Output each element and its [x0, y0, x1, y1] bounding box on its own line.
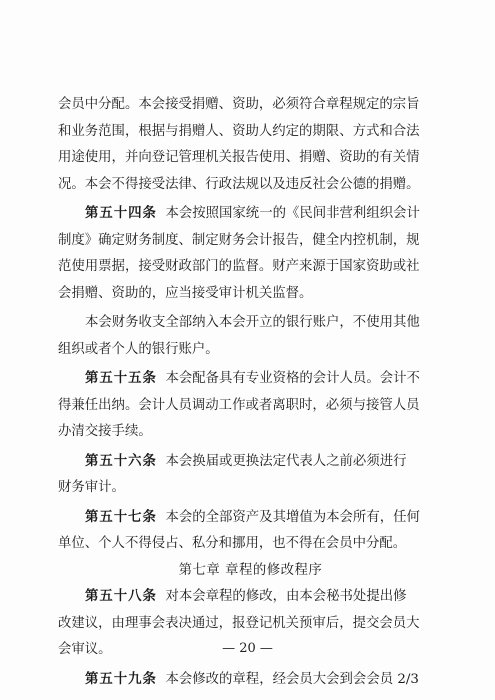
article-56-text: 本会换届或更换法定代表人之前必须进行	[165, 453, 407, 469]
article-57-text: 本会的全部资产及其增值为本会所有，任何	[165, 509, 420, 525]
article-58-line	[58, 584, 443, 611]
page-number: — 20 —	[222, 641, 273, 656]
article-59-line	[58, 667, 443, 694]
article-54-line	[58, 201, 443, 228]
article-58-label: 第五十八条	[85, 589, 157, 604]
article-55-line	[58, 366, 443, 393]
text-line: 会捐赠、资助的，应当接受审计机关监督。	[58, 285, 313, 301]
text-line: 范使用票据，接受财政部门的监督。财产来源于国家资助或社	[58, 259, 420, 274]
text-line: 得兼任出纳。会计人员调动工作或者离职时，必须与接管人员	[58, 397, 420, 413]
article-55-label: 第五十五条	[85, 371, 157, 386]
text-line: 会审议。	[58, 642, 112, 657]
article-55-text: 本会配备具有专业资格的会计人员。会计不	[165, 371, 420, 386]
text-line: 单位、个人不得侵占、私分和挪用，也不得在会员中分配。	[58, 536, 407, 551]
text-line: 制度》确定财务制度、制定财务会计报告，健全内控机制，规	[58, 232, 420, 248]
article-56-label: 第五十六条	[85, 453, 157, 469]
text-line: 会员中分配。本会接受捐赠、资助，必须符合章程规定的宗旨	[58, 97, 420, 112]
article-59-label: 第五十九条	[85, 671, 157, 687]
text-line: 改建议，由理事会表决通过，报登记机关预审后，提交会员大	[58, 615, 420, 631]
article-57-label: 第五十七条	[85, 509, 157, 525]
text-line: 用途使用，并向登记管理机关报告使用、捐赠、资助的有关情	[58, 150, 420, 165]
article-54-text: 本会按照国家统一的《民间非营利组织会计	[165, 206, 420, 221]
article-56-line	[58, 449, 443, 476]
text-line: 办清交接手续。	[58, 424, 152, 439]
text-line: 况。本会不得接受法律、行政法规以及违反社会公德的捐赠。	[58, 176, 420, 192]
article-59-text: 本会修改的章程，经会员大会到会会员 2/3	[165, 671, 419, 687]
article-54-label: 第五十四条	[85, 206, 157, 221]
bank-account-line: 本会财务收支全部纳入本会开立的银行账户，不使用其他	[85, 315, 420, 330]
text-line: 财务审计。	[58, 480, 125, 495]
chapter-heading: 第七章 章程的修改程序	[178, 562, 323, 578]
article-58-text: 对本会章程的修改，由本会秘书处提出修	[165, 589, 407, 604]
document-body	[58, 92, 443, 693]
article-57-line	[58, 505, 443, 532]
text-line: 组织或者个人的银行账户。	[58, 341, 219, 357]
text-line: 和业务范围，根据与捐赠人、资助人约定的期限、方式和合法	[58, 123, 420, 139]
